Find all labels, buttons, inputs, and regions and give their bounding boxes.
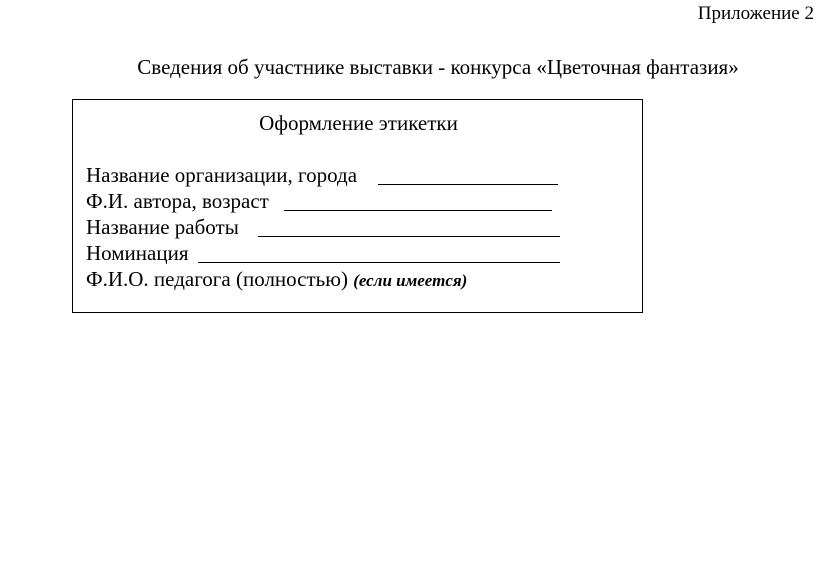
field-work-title <box>86 214 239 240</box>
field-organization-city-line <box>378 184 558 185</box>
field-label: Название работы <box>86 215 239 239</box>
field-work-title-line <box>258 236 560 237</box>
field-label: Название организации, города <box>86 163 358 187</box>
label-box-title: Оформление этикетки <box>259 111 458 135</box>
field-nomination-line <box>198 262 560 263</box>
field-organization-city <box>86 162 357 188</box>
field-label: Ф.И. автора, возраст <box>86 189 269 213</box>
field-author-age-line <box>284 210 552 211</box>
document-heading: Сведения об участнике выставки - конкурса «Цветочная фантазия» <box>137 55 739 79</box>
field-label: Номинация <box>86 241 189 265</box>
label-template-box <box>72 99 643 313</box>
field-label: Ф.И.О. педагога (полностью) <box>86 267 348 291</box>
appendix-label: Приложение 2 <box>697 3 814 24</box>
field-nomination <box>86 240 189 266</box>
field-note: (если имеется) <box>353 271 468 290</box>
field-teacher <box>86 266 467 294</box>
field-author-age <box>86 188 269 214</box>
